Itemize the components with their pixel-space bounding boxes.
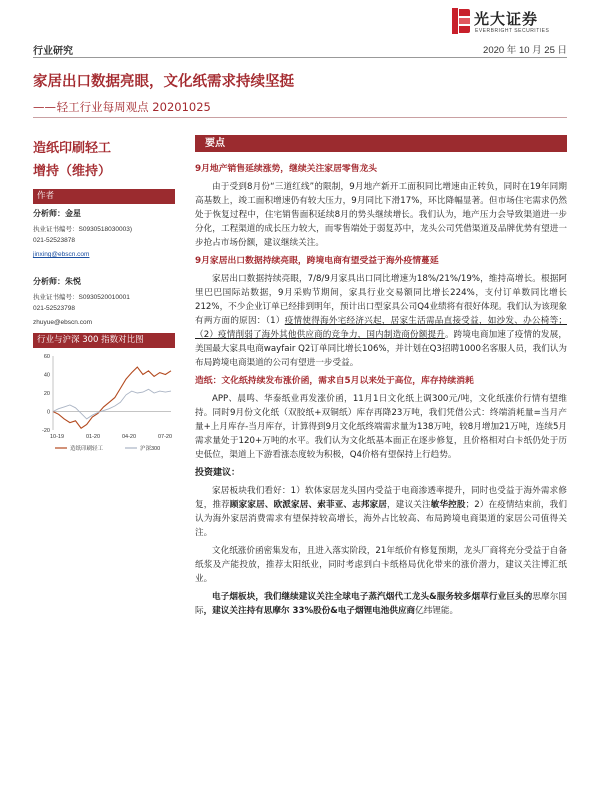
key-points-header: 要点 (195, 135, 567, 152)
y-tick-label: -20 (42, 428, 50, 434)
legend-label: 造纸印刷轻工 (70, 446, 104, 452)
section-3-para: APP、晨鸣、华泰纸业再发涨价函，11月1日文化纸上调300元/吨，文化纸涨价行情有望维持。同时9月份文化纸（双胶纸+双铜纸）库存再降23万吨，我们凭借公式：终端消耗量=当月产量+上月库存-当月库存，计算得到9月文化纸终端需求量为138万吨，较8月增加21万吨，连续5月需求量处于120+万吨的水平。我们认为文化纸基本面正在逐步修复，且价格相对白卡纸仍处于历史低位，渠道上下游看涨态度较为积极，Q4价格有望保持上行趋势。 (195, 394, 568, 460)
inv-3-text-a: 电子烟板块，我们继续建议关注全球电子蒸汽烟代工龙头&服务较多烟草行业巨头的 (212, 592, 533, 602)
authors-header: 作者 (33, 189, 175, 204)
analyst-2-phone: 021-52523798 (33, 305, 75, 312)
everbright-logo-icon (452, 8, 470, 34)
inv-3-text-b: 思摩尔国际 (195, 592, 567, 616)
inv-1-watch: 敏华控股 (430, 500, 466, 510)
section-2-text-b: 。跨境电商加速了疫情的发展，美国最大家具电商wayfair Q2订单同比增长106%，并计划在Q3招聘1000名客服人员，我们认为布局跨境电商渠道的公司有望进一步受益。 (195, 330, 567, 368)
analyst-1-email[interactable]: jinxing@ebscn.com (33, 251, 90, 258)
section-3-title: 造纸：文化纸持续发布涨价函，需求自5月以来处于高位，库存持续消耗 (195, 376, 474, 386)
chart-series (53, 367, 171, 428)
inv-3-text-e: 。 (449, 606, 459, 616)
analyst-2-email[interactable]: zhuyue@ebscn.com (33, 319, 92, 326)
x-tick-label: 07-20 (157, 434, 173, 440)
index-comparison-chart (33, 350, 175, 468)
report-date: 2020 年 10 月 25 日 (483, 45, 567, 56)
inv-1-text-c: ，建议关注 (387, 500, 431, 510)
key-points-body (195, 162, 567, 622)
inv-1-text-e: ；2）在疫情结束前，我们认为海外家居消费需求有望保持较高增长，海外占比较高、布局跨境电商渠道的家居公司值得关注。 (195, 500, 567, 538)
section-1-title: 9月地产销售延续涨势，继续关注家居零售龙头 (195, 164, 378, 174)
x-tick-label: 04-20 (121, 434, 137, 440)
inv-3-text-c: ，建议关注持有思摩尔 33%股份&电子烟锂电池供应商 (203, 606, 416, 616)
page-title: 家居出口数据亮眼，文化纸需求持续坚挺 (33, 74, 294, 90)
section-1-para: 由于受到8月份“三道红线”的限制，9月地产新开工面积同比增速由正转负，同时在19年同期高基数上，竣工面积增速仍有较大压力，9月同比下滑17%，环比降幅显著。但市场住宅需求仍然处于恢复过程中，住宅销售面积延续8月的势头继续增长。我们认为，地产压力会导致渠道进一步分化，工程渠道的成长压力较大，而零售端处于弱复苏中，龙头公司凭借渠道及品牌优势有望进一步抢占市场份额，建议继续关注。 (195, 182, 567, 248)
inv-1-text-a: 家居板块我们看好：1）软体家居龙头国内受益于电商渗透率提升，同时也受益于海外需求修复，推荐 (195, 486, 567, 510)
section-2-title: 9月家居出口数据持续亮眼，跨境电商有望受益于海外疫情蔓延 (195, 256, 439, 266)
analyst-1-name: 分析师：金星 (33, 209, 81, 218)
x-tick-label: 01-20 (85, 434, 101, 440)
chart-legend (55, 444, 160, 452)
section-2-text-a: 家居出口数据持续亮眼，7/8/9月家具出口同比增速为18%/21%/19%，维持高增长。根据阿里巴巴国际站数据，9月采购节期间，家具行业交易额同比增长224%，支付订单数同比增长212%，不少企业订单已经排到明年，预计出口型家具公司Q4业绩将有很好体现。我们认为该现象有两方面的原因：（1） (195, 274, 567, 326)
sector-name: 造纸印刷轻工 (33, 141, 112, 156)
analyst-2-name: 分析师：朱悦 (33, 277, 81, 286)
doc-type: 行业研究 (33, 46, 73, 57)
page-subtitle (33, 99, 211, 115)
x-tick-label: 10-19 (49, 434, 65, 440)
sector-rating: 增持（维持） (33, 164, 112, 179)
section-2-text-underlined: 疫情使得海外宅经济兴起，居家生活需品直接受益，如沙发、办公椅等；（2）疫情削弱了海外其他供应商的竞争力，国内制造商份额提升 (195, 316, 567, 340)
y-tick-label: 20 (43, 391, 50, 397)
investment-para-1 (195, 484, 567, 540)
legend-label: 沪深300 (140, 446, 161, 452)
chart-axes (42, 354, 172, 440)
analyst-2-cert: 执业证书编号：S0930520010001 (33, 294, 130, 301)
investment-para-3 (195, 590, 567, 618)
subtitle-prefix: —— (33, 100, 56, 114)
subtitle-text: 轻工行业每周观点 20201025 (56, 100, 211, 114)
analyst-1-phone: 021-52523878 (33, 237, 75, 244)
logo-text-en: EVERBRIGHT SECURITIES (475, 28, 550, 34)
header-divider (33, 57, 567, 58)
y-tick-label: 60 (43, 354, 50, 360)
series-line-0 (53, 367, 171, 428)
y-tick-label: 40 (43, 372, 50, 379)
chart-header: 行业与沪深 300 指数对比图 (33, 333, 175, 348)
y-tick-label: 0 (46, 409, 50, 416)
inv-1-picks: 顾家家居、欧派家居、索菲亚、志邦家居 (229, 500, 388, 510)
inv-3-text-d: 亿纬锂能 (415, 606, 450, 616)
series-line-1 (53, 389, 171, 419)
analyst-1-cert: 执业证书编号：S0930518030003) (33, 226, 132, 233)
investment-label: 投资建议： (195, 468, 241, 478)
company-logo (452, 6, 572, 40)
logo-text-cn: 光大证券 (474, 10, 539, 28)
section-2-para (195, 272, 567, 370)
title-divider (33, 117, 567, 118)
investment-para-2: 文化纸涨价函密集发布，且进入落实阶段，21年纸价有修复预期，龙头厂商将充分受益于自备纸浆及产能投放，推荐太阳纸业，同时考虑到白卡纸格局优化带来的涨价潜力，建议关注博汇纸业。 (195, 546, 567, 584)
